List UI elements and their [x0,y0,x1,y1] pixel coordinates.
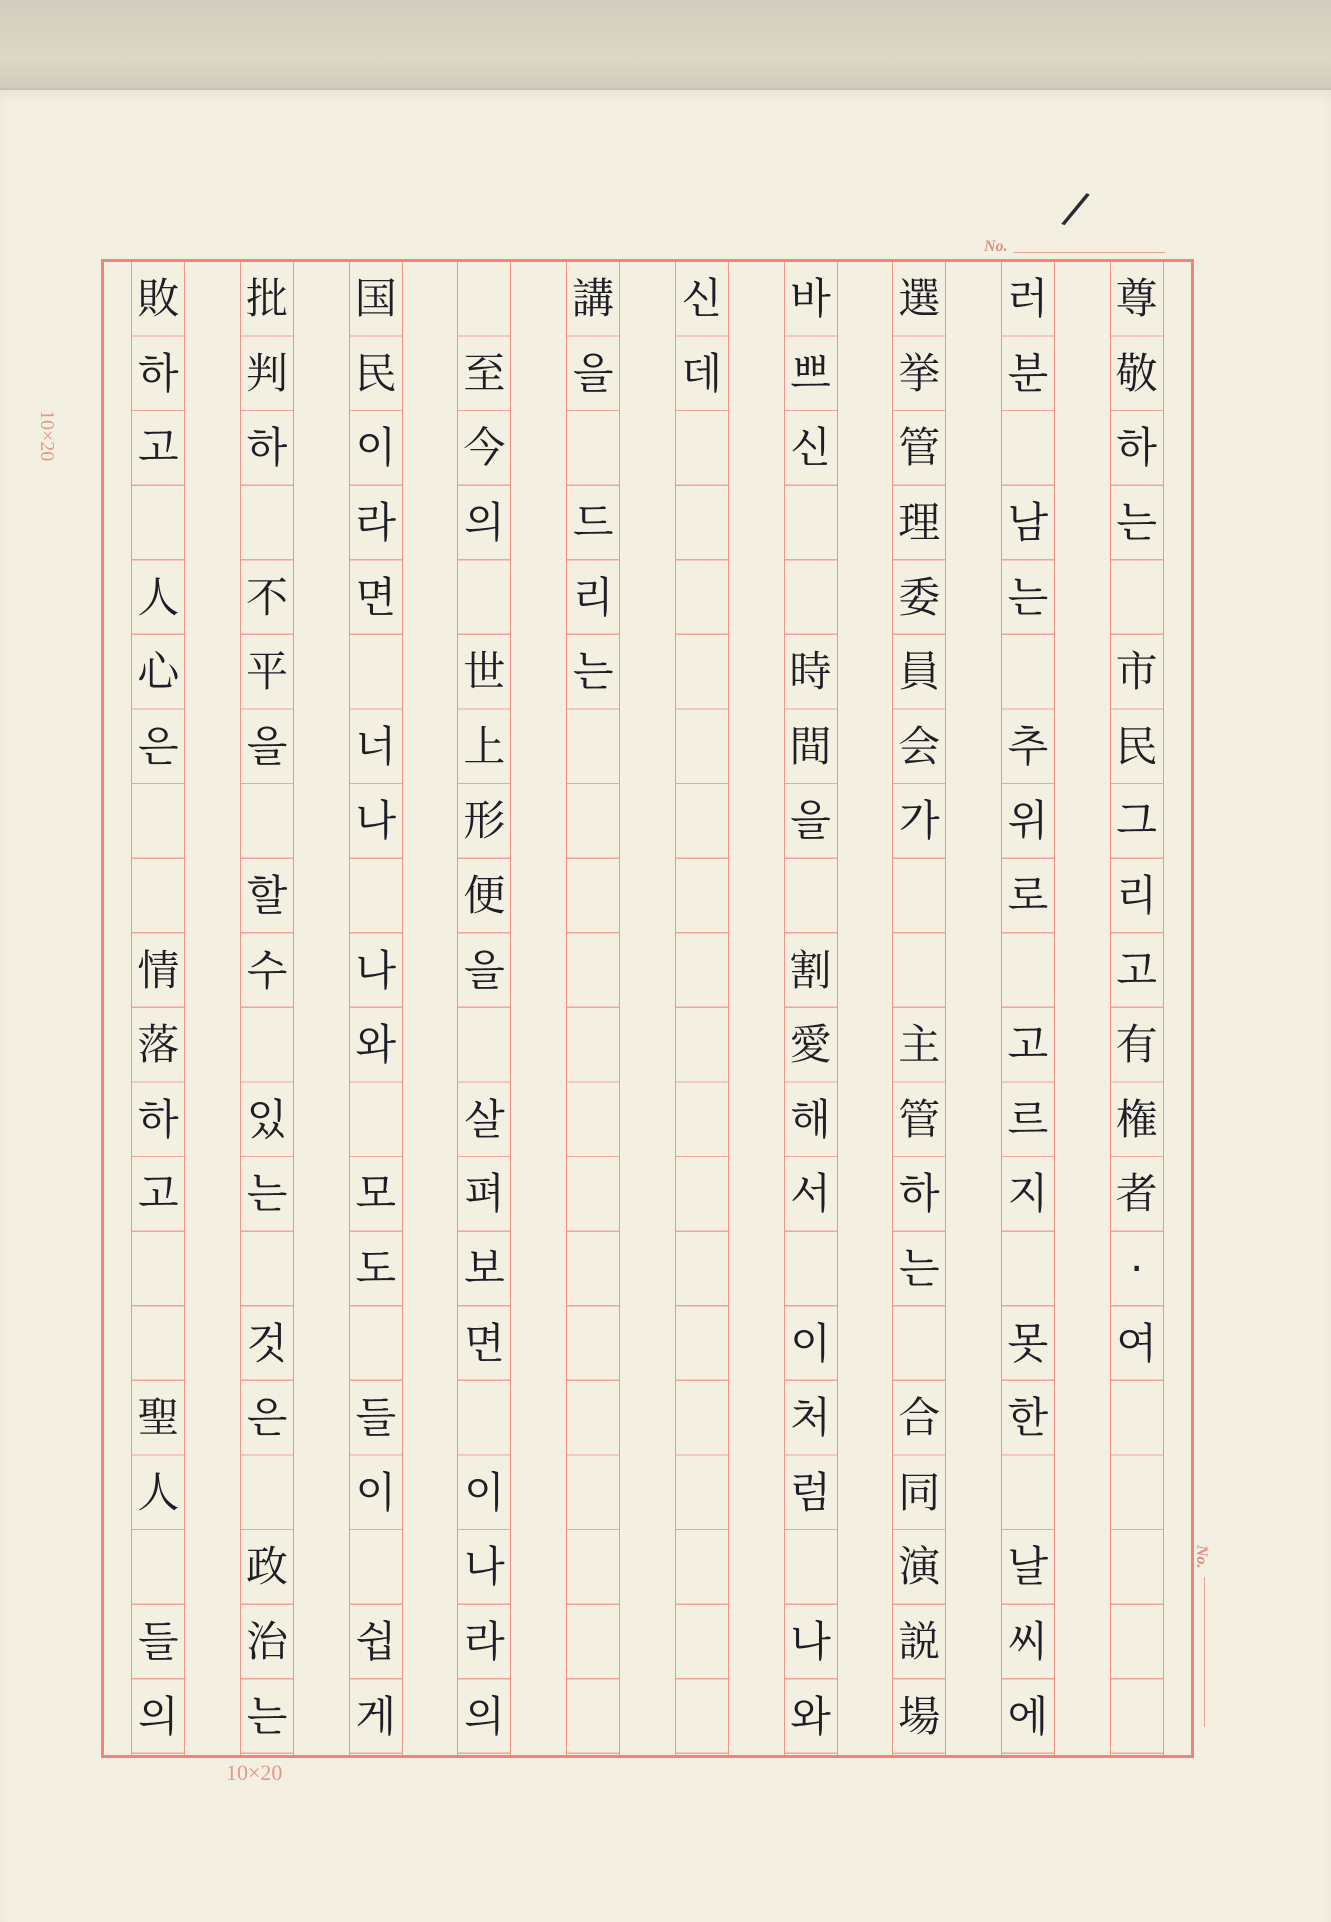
manuscript-char: 나 [790,1617,831,1667]
manuscript-char: 쉽 [355,1617,397,1667]
manuscript-char: 라 [464,1617,505,1667]
manuscript-column-2 [1001,262,1055,1755]
manuscript-char: 하 [246,423,288,473]
manuscript-char: 敬 [1115,348,1158,398]
manuscript-char: 説 [898,1617,941,1667]
manuscript-char: 수 [246,945,288,995]
manuscript-char: 同 [898,1467,941,1517]
manuscript-char: 신 [681,274,723,324]
manuscript-char: 보 [464,1244,505,1294]
manuscript-char: 員 [898,647,941,697]
manuscript-char: 市 [1115,647,1158,697]
manuscript-char: 主 [898,1020,941,1070]
manuscript-char: 이 [355,423,397,473]
no-label-side: No. [1193,1545,1210,1569]
manuscript-char: 펴 [464,1169,505,1219]
manuscript-char: 은 [138,721,179,771]
manuscript-char: 人 [137,1467,180,1517]
manuscript-char: 管 [898,1094,941,1144]
manuscript-char: 判 [246,348,289,398]
manuscript-char: 挙 [898,348,941,398]
manuscript-char: 것 [246,1318,288,1368]
manuscript-char: 라 [355,498,397,548]
manuscript-char: 을 [790,796,831,846]
manuscript-char: 割 [789,945,832,995]
manuscript-char: 落 [137,1020,180,1070]
manuscript-char: 한 [1007,1393,1049,1443]
manuscript-char: 会 [898,721,941,771]
no-line-side [1204,1577,1205,1727]
manuscript-char: 이 [464,1467,505,1517]
manuscript-char: 바 [790,274,831,324]
manuscript-char: 하 [138,1094,179,1144]
manuscript-char: 場 [898,1691,941,1741]
manuscript-column-1 [1110,262,1164,1755]
manuscript-char: 心 [137,647,180,697]
manuscript-char: 至 [463,348,506,398]
manuscript-char: 今 [463,423,506,473]
manuscript-char: 로 [1007,871,1049,921]
manuscript-char: 는 [572,647,614,697]
manuscript-char: 批 [246,274,289,324]
manuscript-char: 敗 [137,274,180,324]
manuscript-column-6 [566,262,620,1755]
manuscript-char: 의 [464,498,505,548]
manuscript-char: 間 [789,721,832,771]
manuscript-char: 는 [246,1691,288,1741]
manuscript-char: 는 [1116,498,1157,548]
manuscript-char: 하 [898,1169,940,1219]
manuscript-char: 추 [1007,721,1049,771]
manuscript-char: 権 [1115,1094,1158,1144]
manuscript-char: 면 [464,1318,505,1368]
manuscript-char: 있 [246,1094,288,1144]
manuscript-char: 들 [138,1617,179,1667]
manuscript-char: 有 [1115,1020,1158,1070]
manuscript-char: 政 [246,1542,289,1592]
manuscript-char: 은 [246,1393,288,1443]
manuscript-char: 서 [790,1169,831,1219]
manuscript-char: 不 [246,572,289,622]
manuscript-char: 나 [464,1542,505,1592]
manuscript-char: 르 [1007,1094,1049,1144]
manuscript-char: 면 [355,572,397,622]
manuscript-char: 고 [1116,945,1157,995]
manuscript-char: 民 [1115,721,1158,771]
manuscript-char: 는 [1007,572,1049,622]
manuscript-char: 리 [572,572,614,622]
manuscript-char: 管 [898,423,941,473]
manuscript-char: 너 [355,721,397,771]
manuscript-char: 고 [1007,1020,1049,1070]
manuscript-char: 와 [355,1020,397,1070]
manuscript-char: 治 [246,1617,289,1667]
manuscript-char: 聖 [137,1393,180,1443]
manuscript-char: 合 [898,1393,941,1443]
manuscript-char: 者 [1115,1169,1158,1219]
manuscript-char: 愛 [789,1020,832,1070]
manuscript-char: 世 [463,647,506,697]
manuscript-char: 씨 [1007,1617,1049,1667]
manuscript-char: 위 [1007,796,1049,846]
manuscript-char: 講 [572,274,615,324]
manuscript-char: 民 [354,348,397,398]
manuscript-char: 들 [355,1393,397,1443]
manuscript-char: 平 [246,647,289,697]
manuscript-char: 리 [1116,871,1157,921]
manuscript-char: 는 [246,1169,288,1219]
manuscript-column-7 [457,262,511,1755]
manuscript-char: 을 [572,348,614,398]
manuscript-char: 情 [137,945,180,995]
manuscript-char: 러 [1007,274,1049,324]
manuscript-column-3 [892,262,946,1755]
grid-size-label-side: 10×20 [36,410,58,462]
manuscript-char: 의 [464,1691,505,1741]
no-line-top [1013,252,1165,253]
manuscript-char: 理 [898,498,941,548]
manuscript-char: 처 [790,1393,831,1443]
manuscript-char: 도 [355,1244,397,1294]
manuscript-char: 고 [138,423,179,473]
manuscript-char: 나 [355,945,397,995]
manuscript-char: 할 [246,871,288,921]
manuscript-char: 럼 [790,1467,831,1517]
manuscript-char: 그 [1116,796,1157,846]
manuscript-char: · [1129,1244,1144,1294]
manuscript-char: 해 [790,1094,831,1144]
manuscript-char: 게 [355,1691,397,1741]
manuscript-char: 쁘 [790,348,831,398]
manuscript-char: 選 [898,274,941,324]
page-number-mark: / [1058,180,1094,236]
manuscript-char: 나 [355,796,397,846]
manuscript-char: 演 [898,1542,941,1592]
manuscript-char: 가 [898,796,940,846]
manuscript-column-8 [349,262,403,1755]
manuscript-char: 남 [1007,498,1049,548]
manuscript-char: 분 [1007,348,1049,398]
manuscript-char: 데 [681,348,723,398]
manuscript-column-10 [131,262,185,1755]
grid-size-label-bottom: 10×20 [226,1760,283,1785]
manuscript-char: 이 [790,1318,831,1368]
manuscript-grid [101,259,1194,1758]
manuscript-char: 을 [464,945,505,995]
manuscript-char: 와 [790,1691,831,1741]
manuscript-char: 形 [463,796,506,846]
manuscript-char: 便 [463,871,506,921]
manuscript-char: 신 [790,423,831,473]
manuscript-char: 드 [572,498,614,548]
manuscript-char: 못 [1007,1318,1049,1368]
manuscript-char: 의 [138,1691,179,1741]
manuscript-char: 委 [898,572,941,622]
manuscript-char: 人 [137,572,180,622]
manuscript-char: 하 [1116,423,1157,473]
manuscript-char: 国 [354,274,397,324]
manuscript-char: 지 [1007,1169,1049,1219]
manuscript-char: 모 [355,1169,397,1219]
manuscript-char: 이 [355,1467,397,1517]
manuscript-char: 살 [464,1094,505,1144]
manuscript-char: 上 [463,721,506,771]
no-label-top: No. [984,238,1008,255]
manuscript-column-4 [784,262,838,1755]
manuscript-column-9 [240,262,294,1755]
manuscript-char: 에 [1007,1691,1049,1741]
manuscript-char: 하 [138,348,179,398]
manuscript-column-5 [675,262,729,1755]
manuscript-char: 時 [789,647,832,697]
manuscript-char: 여 [1116,1318,1157,1368]
manuscript-char: 고 [138,1169,179,1219]
manuscript-char: 는 [898,1244,940,1294]
manuscript-char: 날 [1007,1542,1049,1592]
manuscript-char: 을 [246,721,288,771]
binding-strip [0,0,1331,96]
manuscript-char: 尊 [1115,274,1158,324]
